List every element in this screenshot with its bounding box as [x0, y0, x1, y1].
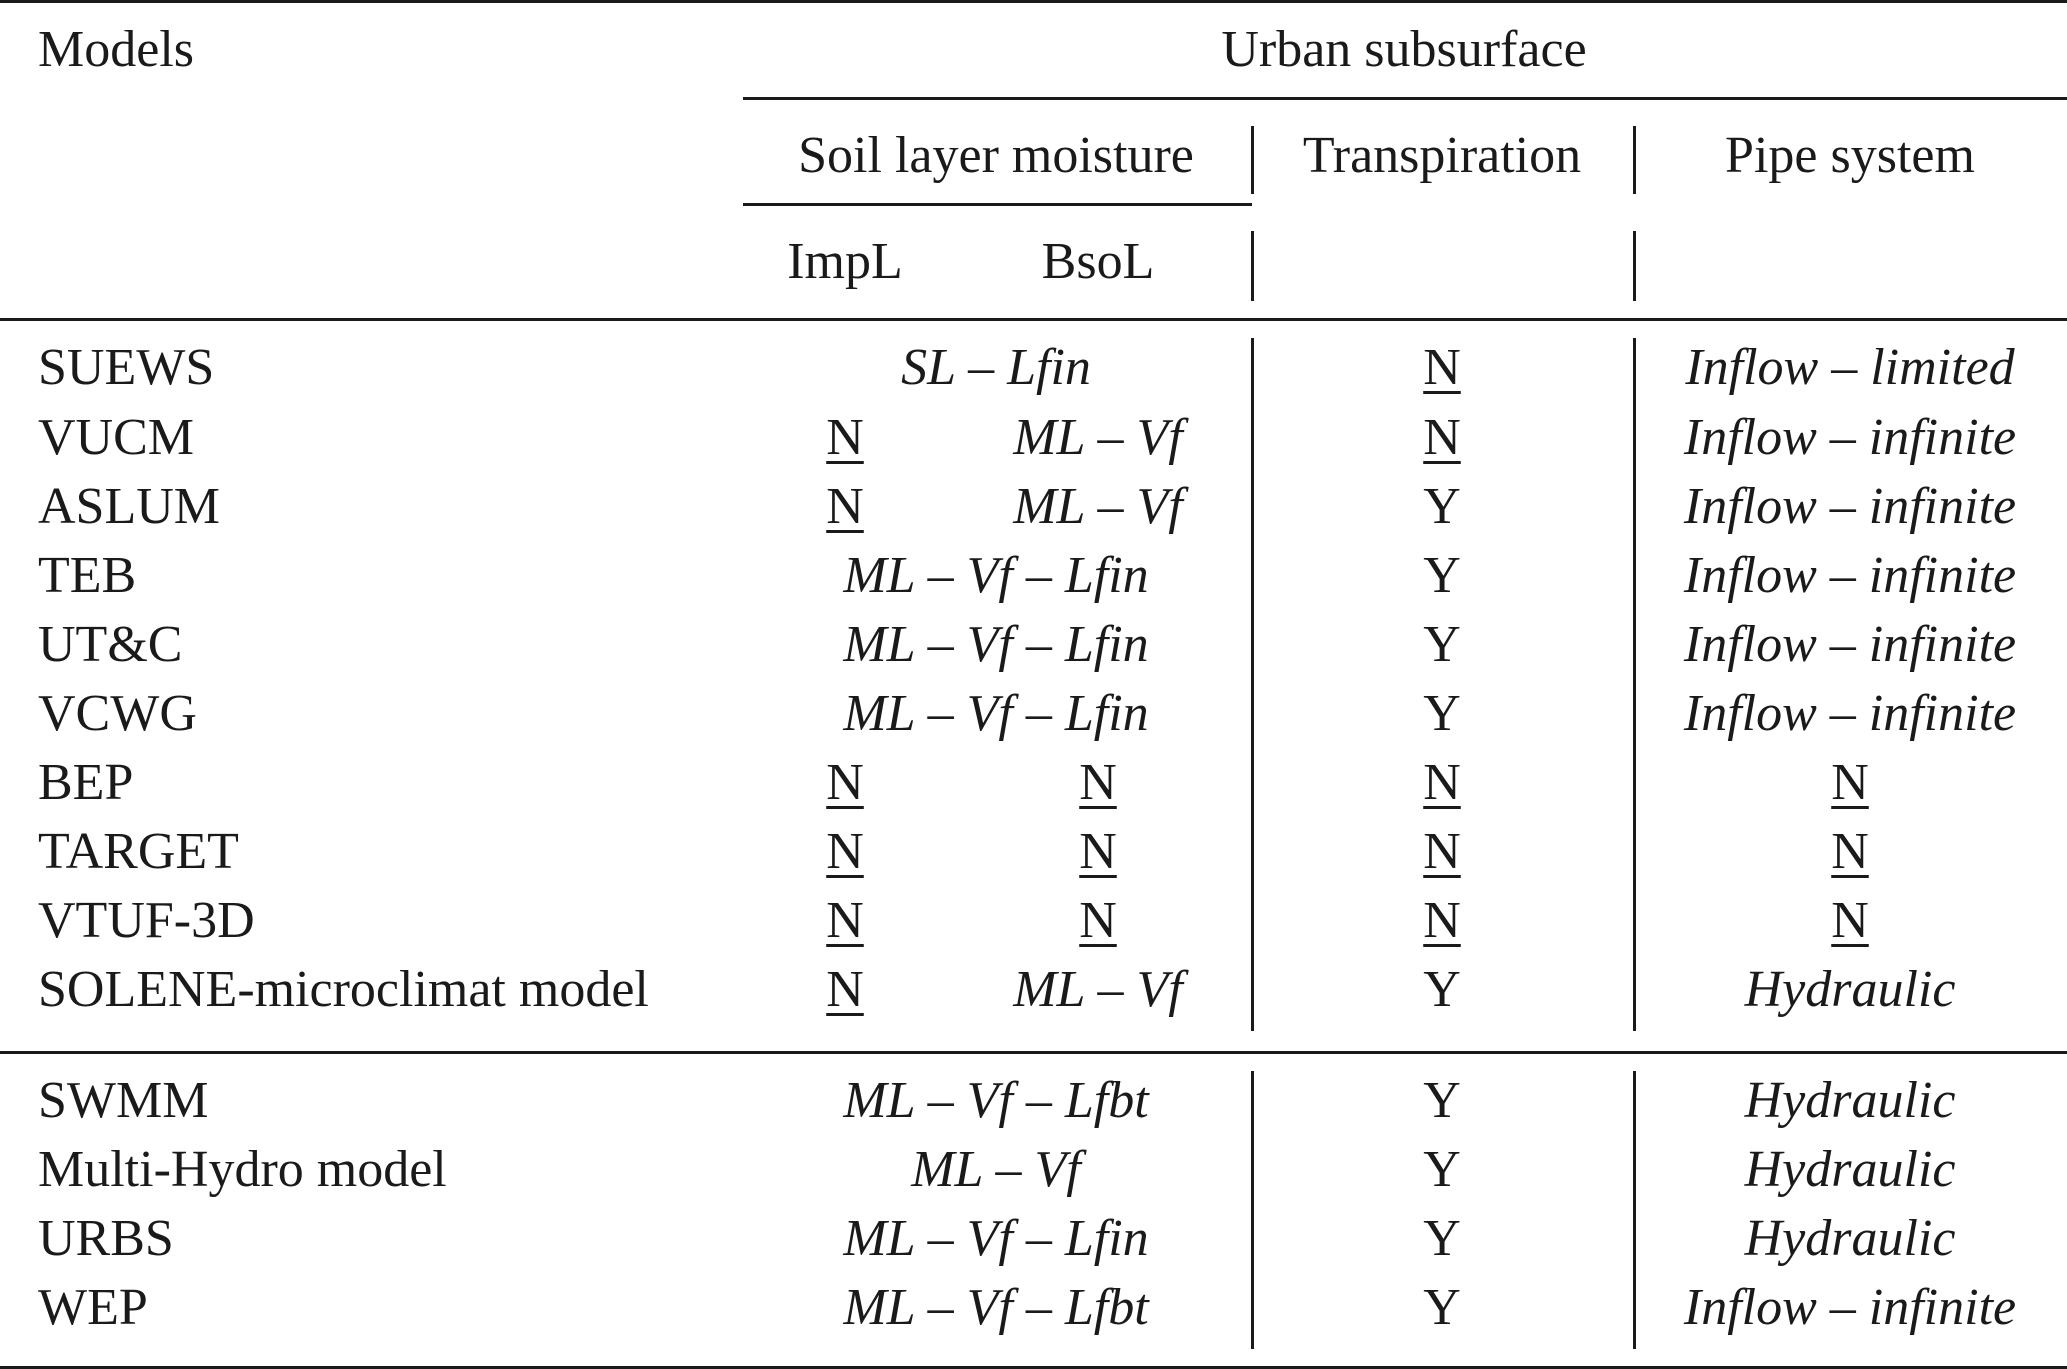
section-rule [0, 1051, 2067, 1054]
pipe-system-cell: Hydraulic [1744, 961, 1956, 1018]
model-name-cell: URBS [38, 1210, 174, 1267]
transpiration-cell: Y [1423, 1279, 1461, 1336]
transpiration-cell: Y [1423, 1141, 1461, 1198]
impl-cell: N [826, 754, 864, 811]
transpiration-cell: Y [1423, 616, 1461, 673]
soil-moisture-cell: ML – Vf – Lfin [843, 547, 1149, 604]
impl-header: ImpL [787, 233, 903, 290]
bsol-cell: ML – Vf [1013, 478, 1183, 535]
pipe-system-cell: Hydraulic [1744, 1072, 1956, 1129]
column-separator [1633, 338, 1636, 1031]
column-separator [1251, 1071, 1254, 1349]
header-separator [1251, 231, 1254, 301]
soil-moisture-cell: ML – Vf – Lfbt [843, 1072, 1149, 1129]
soil-moisture-cell: ML – Vf – Lfin [843, 616, 1149, 673]
transpiration-cell: N [1423, 409, 1461, 466]
model-name-cell: VTUF-3D [38, 892, 255, 949]
model-name-cell: TARGET [38, 823, 239, 880]
soil-moisture-cell: ML – Vf – Lfbt [843, 1279, 1149, 1336]
urban-subsurface-header: Urban subsurface [1221, 21, 1587, 78]
group-rule [743, 97, 2067, 100]
impl-cell: N [826, 409, 864, 466]
transpiration-cell: N [1423, 892, 1461, 949]
pipe-system-cell: Inflow – infinite [1683, 1279, 2017, 1336]
impl-cell: N [826, 823, 864, 880]
impl-cell: N [826, 961, 864, 1018]
bsol-cell: N [1079, 823, 1117, 880]
soil-moisture-cell: SL – Lfin [901, 339, 1091, 396]
model-name-cell: WEP [38, 1279, 148, 1336]
model-name-cell: Multi-Hydro model [38, 1141, 447, 1198]
top-rule [0, 0, 2067, 3]
transpiration-header: Transpiration [1302, 127, 1582, 184]
bsol-cell: N [1079, 892, 1117, 949]
pipe-system-cell: Hydraulic [1744, 1141, 1956, 1198]
pipe-system-cell: N [1831, 892, 1869, 949]
transpiration-cell: Y [1423, 547, 1461, 604]
model-name-cell: ASLUM [38, 478, 221, 535]
model-name-cell: VUCM [38, 409, 195, 466]
pipe-system-cell: Inflow – infinite [1683, 685, 2017, 742]
header-separator [1251, 126, 1254, 194]
transpiration-cell: Y [1423, 961, 1461, 1018]
transpiration-cell: N [1423, 339, 1461, 396]
pipe-system-header: Pipe system [1725, 127, 1975, 184]
transpiration-cell: Y [1423, 478, 1461, 535]
impl-cell: N [826, 478, 864, 535]
transpiration-cell: N [1423, 823, 1461, 880]
pipe-system-cell: N [1831, 823, 1869, 880]
model-name-cell: TEB [38, 547, 137, 604]
bsol-cell: ML – Vf [1013, 409, 1183, 466]
model-name-cell: SOLENE-microclimat model [38, 961, 649, 1018]
column-separator [1251, 338, 1254, 1031]
transpiration-cell: Y [1423, 685, 1461, 742]
pipe-system-cell: Hydraulic [1744, 1210, 1956, 1267]
pipe-system-cell: Inflow – infinite [1683, 547, 2017, 604]
soil-moisture-cell: ML – Vf – Lfin [843, 1210, 1149, 1267]
header-rule [0, 318, 2067, 321]
pipe-system-cell: Inflow – infinite [1683, 409, 2017, 466]
soil-moisture-cell: ML – Vf – Lfin [843, 685, 1149, 742]
pipe-system-cell: Inflow – infinite [1683, 478, 2017, 535]
column-separator [1633, 1071, 1636, 1349]
soil-moisture-header: Soil layer moisture [798, 127, 1194, 184]
transpiration-cell: N [1423, 754, 1461, 811]
model-name-cell: BEP [38, 754, 134, 811]
transpiration-cell: Y [1423, 1210, 1461, 1267]
models-header: Models [38, 21, 194, 78]
transpiration-cell: Y [1423, 1072, 1461, 1129]
header-separator [1633, 126, 1636, 194]
pipe-system-cell: Inflow – limited [1685, 339, 2015, 396]
header-separator [1633, 231, 1636, 301]
bsol-cell: N [1079, 754, 1117, 811]
soil-moisture-cell: ML – Vf [911, 1141, 1081, 1198]
bsol-cell: ML – Vf [1013, 961, 1183, 1018]
bsol-header: BsoL [1041, 233, 1155, 290]
pipe-system-cell: Inflow – infinite [1683, 616, 2017, 673]
pipe-system-cell: N [1831, 754, 1869, 811]
model-name-cell: VCWG [38, 685, 197, 742]
model-name-cell: SUEWS [38, 339, 215, 396]
impl-cell: N [826, 892, 864, 949]
model-name-cell: UT&C [38, 616, 183, 673]
soil-rule [743, 203, 1252, 206]
model-name-cell: SWMM [38, 1072, 209, 1129]
